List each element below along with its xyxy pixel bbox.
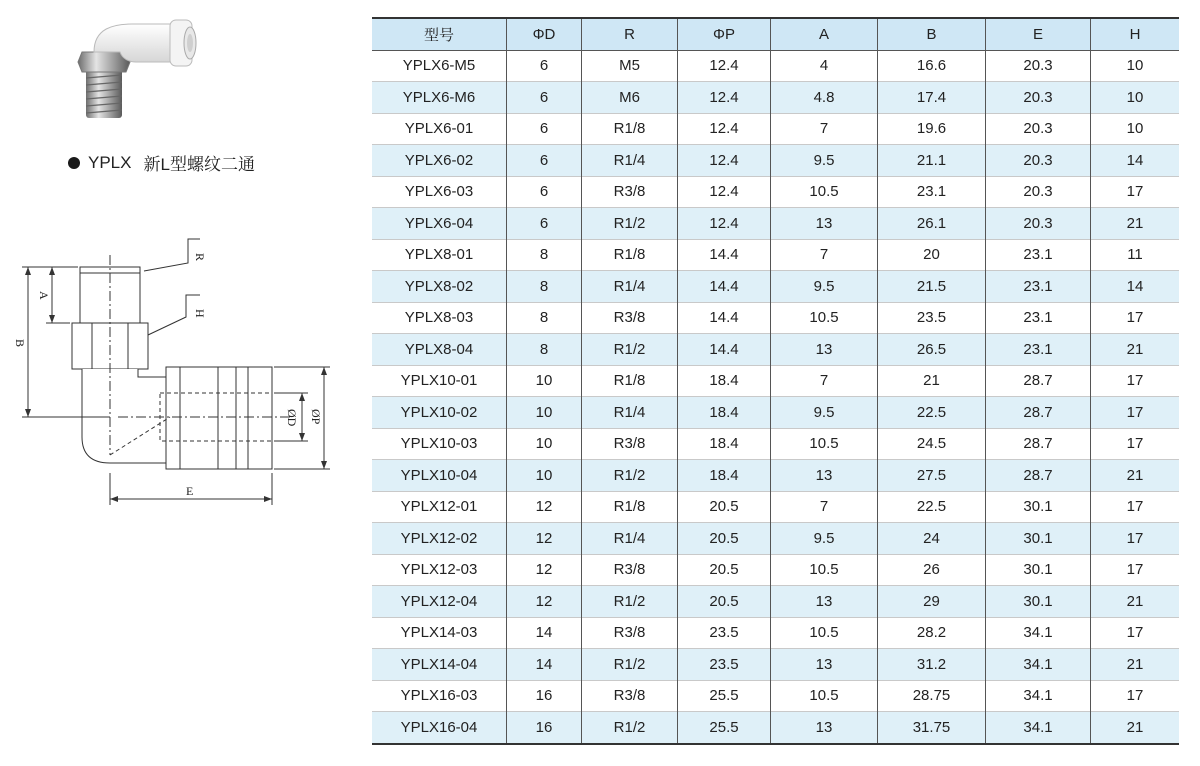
cell-a: 10.5: [771, 302, 878, 334]
cell-r: R1/2: [582, 334, 678, 366]
cell-r: R3/8: [582, 680, 678, 712]
label-H: H: [193, 309, 207, 318]
table-row: [372, 397, 1179, 429]
cell-d: 8: [507, 271, 582, 303]
cell-p: 23.5: [678, 649, 771, 681]
cell-a: 10.5: [771, 617, 878, 649]
cell-b: 28.2: [878, 617, 986, 649]
cell-p: 12.4: [678, 145, 771, 177]
cell-h: 17: [1091, 680, 1180, 712]
cell-a: 4.8: [771, 82, 878, 114]
cell-e: 30.1: [986, 554, 1091, 586]
product-name: 新L型螺纹二通: [143, 155, 255, 174]
cell-a: 10.5: [771, 428, 878, 460]
cell-r: R1/8: [582, 491, 678, 523]
cell-d: 10: [507, 365, 582, 397]
cell-d: 6: [507, 145, 582, 177]
cell-model: YPLX6-04: [372, 208, 507, 240]
cell-e: 34.1: [986, 617, 1091, 649]
cell-r: R1/2: [582, 649, 678, 681]
cell-a: 9.5: [771, 145, 878, 177]
cell-d: 12: [507, 586, 582, 618]
cell-e: 20.3: [986, 113, 1091, 145]
cell-r: R1/8: [582, 113, 678, 145]
cell-e: 34.1: [986, 649, 1091, 681]
cell-p: 20.5: [678, 491, 771, 523]
cell-a: 4: [771, 50, 878, 82]
cell-p: 18.4: [678, 428, 771, 460]
cell-d: 8: [507, 334, 582, 366]
cell-b: 23.5: [878, 302, 986, 334]
cell-r: M5: [582, 50, 678, 82]
table-row: [372, 617, 1179, 649]
cell-model: YPLX8-02: [372, 271, 507, 303]
cell-r: R3/8: [582, 176, 678, 208]
cell-model: YPLX12-02: [372, 523, 507, 555]
col-header-p: ΦP: [678, 18, 771, 50]
cell-p: 14.4: [678, 334, 771, 366]
table-body: [372, 50, 1179, 744]
cell-b: 21.5: [878, 271, 986, 303]
cell-h: 17: [1091, 617, 1180, 649]
cell-e: 30.1: [986, 491, 1091, 523]
spec-table-container: [372, 17, 1172, 745]
cell-e: 28.7: [986, 460, 1091, 492]
cell-model: YPLX6-02: [372, 145, 507, 177]
cell-model: YPLX6-M5: [372, 50, 507, 82]
cell-d: 10: [507, 397, 582, 429]
cell-b: 20: [878, 239, 986, 271]
cell-r: R3/8: [582, 554, 678, 586]
cell-h: 17: [1091, 365, 1180, 397]
product-panel: [0, 0, 360, 766]
cell-model: YPLX16-03: [372, 680, 507, 712]
dimension-drawing: [0, 225, 360, 525]
table-row: [372, 208, 1179, 240]
label-R: R: [193, 253, 207, 262]
cell-p: 14.4: [678, 302, 771, 334]
col-header-e: E: [986, 18, 1091, 50]
cell-r: R3/8: [582, 617, 678, 649]
cell-a: 10.5: [771, 680, 878, 712]
table-header-row: [372, 18, 1179, 50]
label-A: A: [37, 291, 51, 300]
cell-d: 16: [507, 680, 582, 712]
cell-e: 20.3: [986, 82, 1091, 114]
cell-h: 17: [1091, 302, 1180, 334]
cell-a: 7: [771, 239, 878, 271]
cell-a: 10.5: [771, 554, 878, 586]
cell-model: YPLX14-04: [372, 649, 507, 681]
cell-b: 26: [878, 554, 986, 586]
cell-model: YPLX16-04: [372, 712, 507, 744]
cell-h: 17: [1091, 176, 1180, 208]
cell-p: 14.4: [678, 239, 771, 271]
cell-d: 12: [507, 554, 582, 586]
cell-model: YPLX8-03: [372, 302, 507, 334]
cell-b: 24: [878, 523, 986, 555]
cell-p: 14.4: [678, 271, 771, 303]
cell-h: 21: [1091, 649, 1180, 681]
cell-p: 12.4: [678, 50, 771, 82]
cell-d: 8: [507, 239, 582, 271]
cell-r: M6: [582, 82, 678, 114]
cell-model: YPLX12-01: [372, 491, 507, 523]
cell-b: 21: [878, 365, 986, 397]
cell-a: 7: [771, 365, 878, 397]
cell-model: YPLX6-03: [372, 176, 507, 208]
cell-r: R1/2: [582, 460, 678, 492]
cell-r: R1/4: [582, 523, 678, 555]
cell-p: 18.4: [678, 397, 771, 429]
cell-model: YPLX10-04: [372, 460, 507, 492]
col-header-r: R: [582, 18, 678, 50]
cell-h: 11: [1091, 239, 1180, 271]
cell-e: 23.1: [986, 239, 1091, 271]
cell-h: 14: [1091, 271, 1180, 303]
cell-b: 31.2: [878, 649, 986, 681]
cell-h: 14: [1091, 145, 1180, 177]
cell-d: 6: [507, 50, 582, 82]
cell-b: 16.6: [878, 50, 986, 82]
cell-r: R1/2: [582, 586, 678, 618]
cell-b: 27.5: [878, 460, 986, 492]
label-E: E: [186, 484, 194, 498]
cell-d: 14: [507, 649, 582, 681]
cell-b: 26.5: [878, 334, 986, 366]
cell-h: 21: [1091, 208, 1180, 240]
table-row: [372, 145, 1179, 177]
cell-p: 12.4: [678, 208, 771, 240]
cell-a: 13: [771, 712, 878, 744]
cell-h: 21: [1091, 334, 1180, 366]
cell-e: 28.7: [986, 365, 1091, 397]
cell-p: 25.5: [678, 712, 771, 744]
table-row: [372, 176, 1179, 208]
cell-a: 7: [771, 491, 878, 523]
cell-e: 20.3: [986, 208, 1091, 240]
cell-e: 23.1: [986, 334, 1091, 366]
cell-b: 19.6: [878, 113, 986, 145]
cell-a: 10.5: [771, 176, 878, 208]
cell-r: R1/8: [582, 239, 678, 271]
cell-h: 10: [1091, 50, 1180, 82]
cell-h: 17: [1091, 523, 1180, 555]
cell-d: 6: [507, 208, 582, 240]
cell-a: 13: [771, 460, 878, 492]
cell-model: YPLX12-04: [372, 586, 507, 618]
cell-r: R1/2: [582, 712, 678, 744]
cell-p: 18.4: [678, 460, 771, 492]
cell-model: YPLX14-03: [372, 617, 507, 649]
table-row: [372, 523, 1179, 555]
cell-e: 34.1: [986, 712, 1091, 744]
cell-a: 13: [771, 208, 878, 240]
cell-e: 30.1: [986, 586, 1091, 618]
cell-model: YPLX6-01: [372, 113, 507, 145]
table-row: [372, 239, 1179, 271]
cell-d: 12: [507, 523, 582, 555]
cell-model: YPLX12-03: [372, 554, 507, 586]
col-header-b: B: [878, 18, 986, 50]
cell-r: R1/4: [582, 271, 678, 303]
table-row: [372, 491, 1179, 523]
cell-p: 23.5: [678, 617, 771, 649]
cell-model: YPLX6-M6: [372, 82, 507, 114]
cell-d: 16: [507, 712, 582, 744]
table-row: [372, 271, 1179, 303]
cell-p: 20.5: [678, 586, 771, 618]
cell-d: 8: [507, 302, 582, 334]
table-row: [372, 649, 1179, 681]
col-header-model: 型号: [372, 18, 507, 50]
cell-e: 28.7: [986, 428, 1091, 460]
cell-a: 7: [771, 113, 878, 145]
cell-e: 23.1: [986, 302, 1091, 334]
cell-r: R1/8: [582, 365, 678, 397]
label-P: ØP: [309, 409, 323, 425]
table-row: [372, 334, 1179, 366]
cell-r: R1/4: [582, 397, 678, 429]
table-row: [372, 82, 1179, 114]
cell-b: 29: [878, 586, 986, 618]
cell-a: 13: [771, 586, 878, 618]
label-D: ØD: [285, 409, 299, 427]
cell-b: 26.1: [878, 208, 986, 240]
spec-table: [372, 17, 1179, 745]
cell-h: 21: [1091, 712, 1180, 744]
cell-a: 9.5: [771, 397, 878, 429]
cell-h: 10: [1091, 113, 1180, 145]
table-row: [372, 680, 1179, 712]
cell-model: YPLX10-02: [372, 397, 507, 429]
label-B: B: [13, 339, 27, 348]
cell-e: 30.1: [986, 523, 1091, 555]
cell-e: 23.1: [986, 271, 1091, 303]
cell-a: 9.5: [771, 523, 878, 555]
cell-model: YPLX8-01: [372, 239, 507, 271]
col-header-d: ΦD: [507, 18, 582, 50]
cell-h: 21: [1091, 586, 1180, 618]
cell-h: 17: [1091, 491, 1180, 523]
cell-d: 6: [507, 82, 582, 114]
cell-p: 25.5: [678, 680, 771, 712]
col-header-h: H: [1091, 18, 1180, 50]
cell-p: 20.5: [678, 523, 771, 555]
table-row: [372, 113, 1179, 145]
table-row: [372, 554, 1179, 586]
table-row: [372, 50, 1179, 82]
table-row: [372, 302, 1179, 334]
cell-b: 21.1: [878, 145, 986, 177]
cell-model: YPLX10-03: [372, 428, 507, 460]
cell-r: R3/8: [582, 428, 678, 460]
cell-b: 28.75: [878, 680, 986, 712]
cell-model: YPLX8-04: [372, 334, 507, 366]
cell-h: 21: [1091, 460, 1180, 492]
cell-a: 9.5: [771, 271, 878, 303]
cell-b: 17.4: [878, 82, 986, 114]
cell-model: YPLX10-01: [372, 365, 507, 397]
cell-p: 20.5: [678, 554, 771, 586]
cell-b: 23.1: [878, 176, 986, 208]
table-row: [372, 428, 1179, 460]
cell-e: 20.3: [986, 145, 1091, 177]
cell-b: 22.5: [878, 397, 986, 429]
product-caption: [68, 150, 255, 175]
cell-d: 14: [507, 617, 582, 649]
cell-b: 31.75: [878, 712, 986, 744]
bullet-icon: [68, 157, 80, 169]
cell-h: 10: [1091, 82, 1180, 114]
cell-a: 13: [771, 334, 878, 366]
table-row: [372, 460, 1179, 492]
table-row: [372, 712, 1179, 744]
cell-b: 22.5: [878, 491, 986, 523]
cell-h: 17: [1091, 554, 1180, 586]
cell-p: 12.4: [678, 82, 771, 114]
cell-p: 18.4: [678, 365, 771, 397]
cell-e: 20.3: [986, 50, 1091, 82]
cell-p: 12.4: [678, 176, 771, 208]
cell-d: 6: [507, 176, 582, 208]
table-row: [372, 365, 1179, 397]
cell-a: 13: [771, 649, 878, 681]
cell-e: 28.7: [986, 397, 1091, 429]
cell-h: 17: [1091, 397, 1180, 429]
cell-r: R1/2: [582, 208, 678, 240]
cell-r: R1/4: [582, 145, 678, 177]
cell-d: 10: [507, 460, 582, 492]
table-row: [372, 586, 1179, 618]
product-code: YPLX: [88, 152, 132, 172]
cell-p: 12.4: [678, 113, 771, 145]
cell-d: 6: [507, 113, 582, 145]
cell-e: 34.1: [986, 680, 1091, 712]
cell-d: 12: [507, 491, 582, 523]
cell-h: 17: [1091, 428, 1180, 460]
cell-d: 10: [507, 428, 582, 460]
cell-e: 20.3: [986, 176, 1091, 208]
cell-r: R3/8: [582, 302, 678, 334]
cell-b: 24.5: [878, 428, 986, 460]
col-header-a: A: [771, 18, 878, 50]
product-photo: [72, 18, 202, 130]
